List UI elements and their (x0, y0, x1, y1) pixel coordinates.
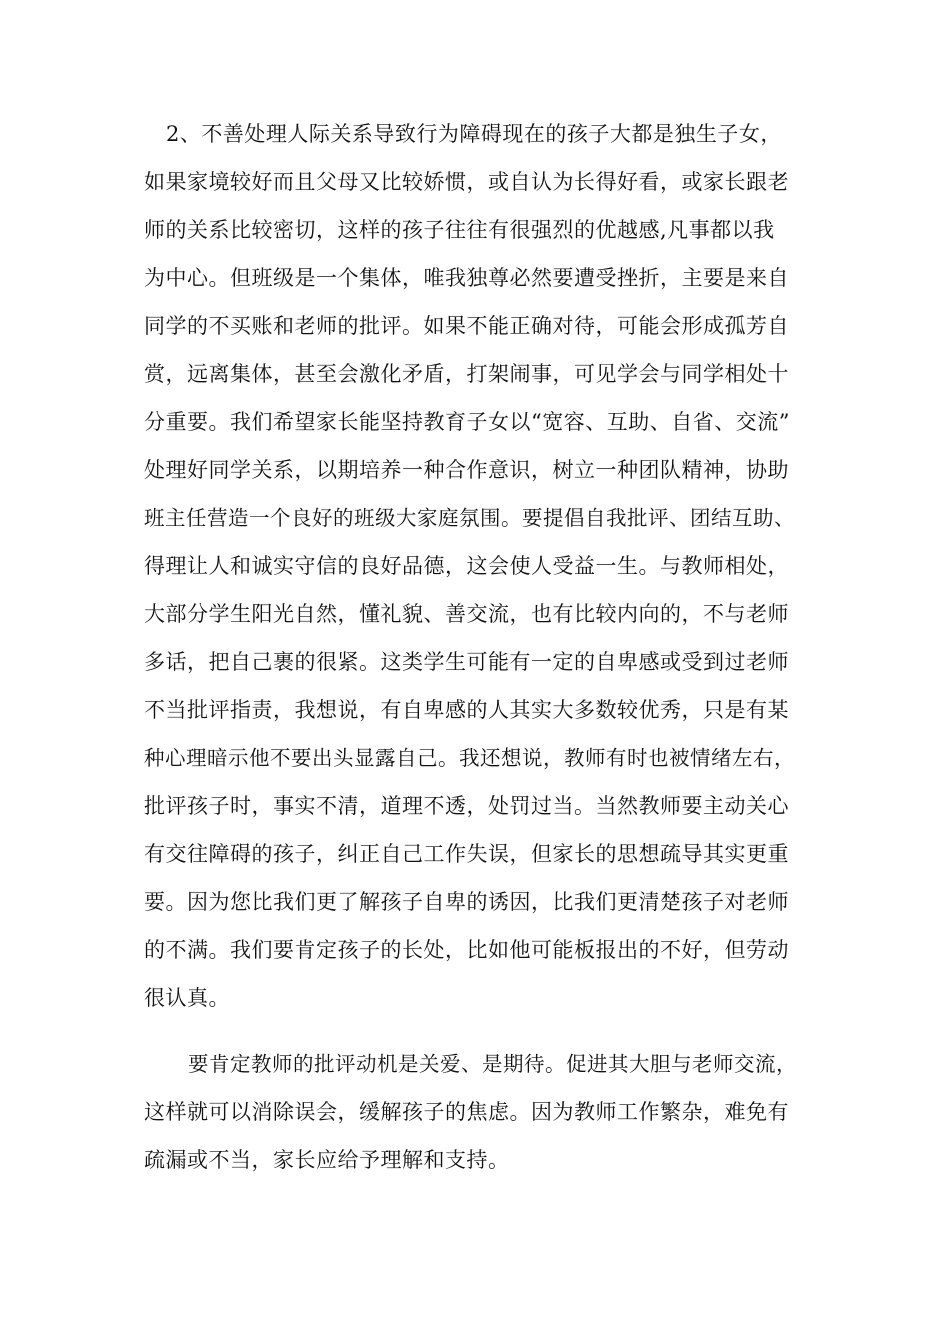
paragraph-1-line-2: 如果家境较好而且父母又比较娇惯，或自认为长得好看，或家长跟老 (144, 170, 789, 194)
paragraph-1-line-5: 同学的不买账和老师的批评。如果不能正确对待，可能会形成孤芳自 (144, 314, 789, 338)
paragraph-1-line-7: 分重要。我们希望家长能坚持教育子女以“宽容、互助、自省、交流” (144, 410, 790, 434)
paragraph-1-line-1: 2、不善处理人际关系导致行为障碍现在的孩子大都是独生子女， (166, 122, 782, 146)
paragraph-2-line-3: 疏漏或不当，家长应给予理解和支持。 (144, 1148, 510, 1172)
paragraph-1-line-9: 班主任营造一个良好的班级大家庭氛围。要提倡自我批评、团结互助、 (144, 506, 795, 530)
paragraph-1-line-17: 要。因为您比我们更了解孩子自卑的诱因，比我们更清楚孩子对老师 (144, 890, 789, 914)
paragraph-1-line-14: 种心理暗示他不要出头显露自己。我还想说，教师有时也被情绪左右， (144, 746, 795, 770)
paragraph-1-line-3: 师的关系比较密切，这样的孩子往往有很强烈的优越感,凡事都以我 (144, 218, 775, 242)
paragraph-1-line-16: 有交往障碍的孩子，纠正自己工作失误，但家长的思想疏导其实更重 (144, 842, 789, 866)
paragraph-1-line-11: 大部分学生阳光自然，懂礼貌、善交流，也有比较内向的，不与老师 (144, 602, 789, 626)
paragraph-1-line-6: 赏，远离集体，甚至会激化矛盾，打架闹事，可见学会与同学相处十 (144, 362, 789, 386)
paragraph-1-line-18: 的不满。我们要肯定孩子的长处，比如他可能板报出的不好，但劳动 (144, 938, 789, 962)
paragraph-1-line-15: 批评孩子时，事实不清，道理不透，处罚过当。当然教师要主动关心 (144, 794, 789, 818)
paragraph-1-line-10: 得理让人和诚实守信的良好品德，这会使人受益一生。与教师相处， (144, 554, 789, 578)
paragraph-2-line-1: 要肯定教师的批评动机是关爱、是期待。促进其大胆与老师交流， (188, 1052, 797, 1076)
paragraph-1-line-19: 很认真。 (144, 986, 230, 1010)
paragraph-1-line-13: 不当批评指责，我想说，有自卑感的人其实大多数较优秀，只是有某 (144, 698, 789, 722)
paragraph-1-line-12: 多话，把自己裹的很紧。这类学生可能有一定的自卑感或受到过老师 (144, 650, 789, 674)
paragraph-1-line-8: 处理好同学关系，以期培养一种合作意识，树立一种团队精神，协助 (144, 458, 789, 482)
paragraph-1-line-4: 为中心。但班级是一个集体，唯我独尊必然要遭受挫折，主要是来自 (144, 266, 789, 290)
paragraph-2-line-2: 这样就可以消除误会，缓解孩子的焦虑。因为教师工作繁杂，难免有 (144, 1100, 789, 1124)
